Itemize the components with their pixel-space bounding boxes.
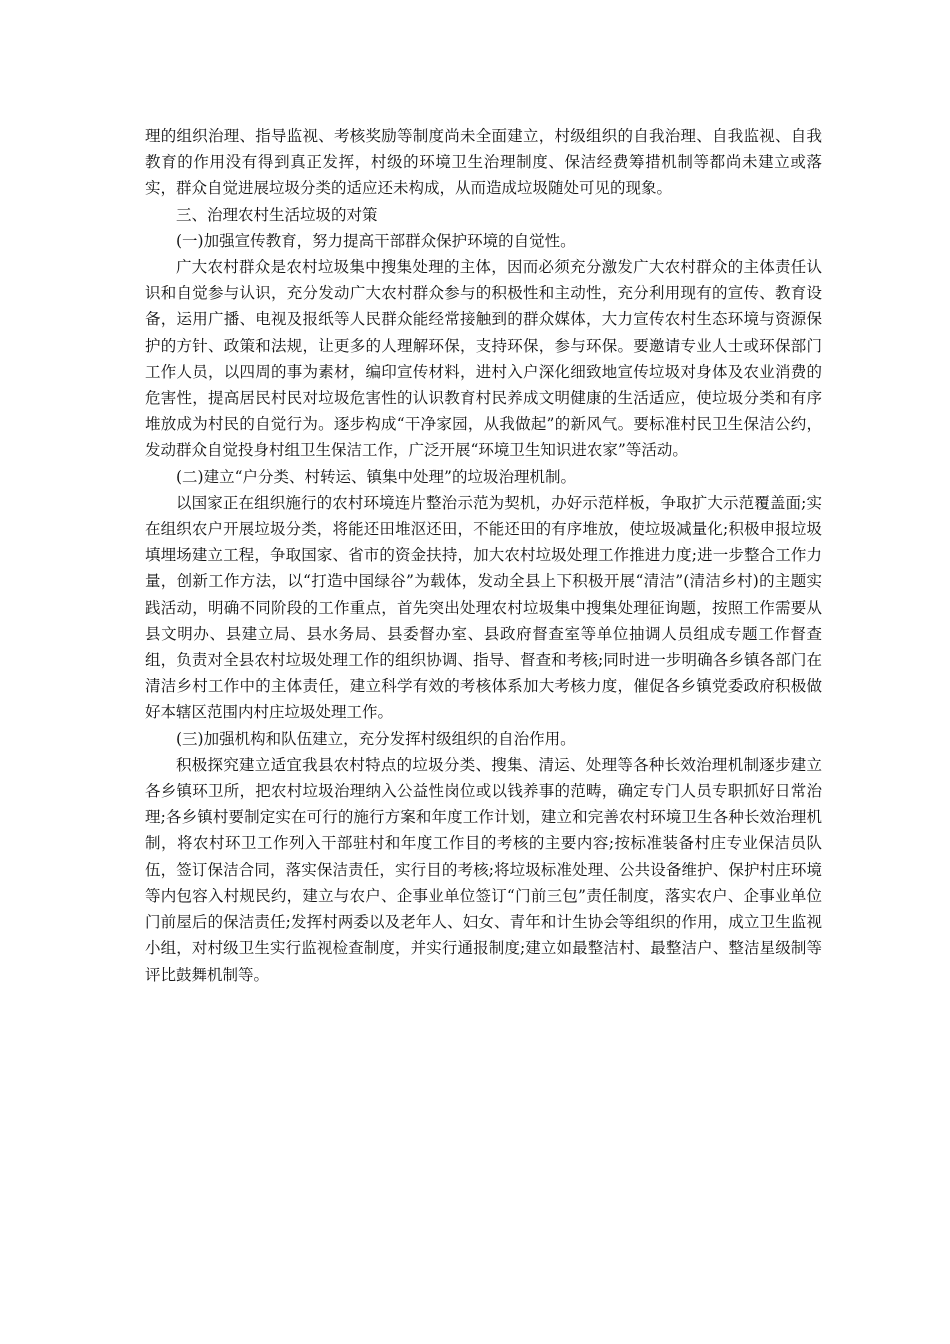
section-heading: 三、治理农村生活垃圾的对策: [176, 205, 378, 224]
body-paragraph-3: 积极探究建立适宜我县农村特点的垃圾分类、搜集、清运、处理等各种长效治理机制逐步建立各乡镇环卫所，把农村垃圾治理纳入公益性岗位或以钱养事的范畴，确定专门人员专职抓好日常治理;各乡镇村要制定实在可行的施行方案和年度工作计划，建立和完善农村环境卫生各种长效治理机制，将农村环卫工作列入干部驻村和年度工作目的考核的主要内容;按标准装备村庄专业保洁员队伍，签订保洁合同，落实保洁责任，实行目的考核;将垃圾标准处理、公共设备维护、保护村庄环境等内包容入村规民约，建立与农户、企事业单位签订“门前三包”责任制度，落实农户、企事业单位门前屋后的保洁责任;发挥村两委以及老年人、妇女、青年和计生协会等组织的作用，成立卫生监视小组，对村级卫生实行监视检查制度，并实行通报制度;建立如最整洁村、最整洁户、整洁星级制等评比鼓舞机制等。: [145, 755, 822, 984]
subsection-heading-2: (二)建立“户分类、村转运、镇集中处理”的垃圾治理机制。: [176, 467, 576, 486]
body-paragraph-2: 以国家正在组织施行的农村环境连片整治示范为契机，办好示范样板，争取扩大示范覆盖面;实在组织农户开展垃圾分类，将能还田堆沤还田，不能还田的有序堆放，使垃圾减量化;积极申报垃圾填埋场建立工程，争取国家、省市的资金扶持，加大农村垃圾处理工作推进力度;进一步整合工作力量，创新工作方法，以“打造中国绿谷”为载体，发动全县上下积极开展“清洁”(清洁乡村)的主题实践活动，明确不同阶段的工作重点，首先突出处理农村垃圾集中搜集处理征询题，按照工作需要从县文明办、县建立局、县水务局、县委督办室、县政府督查室等单位抽调人员组成专题工作督查组，负责对全县农村垃圾处理工作的组织协调、指导、督查和考核;同时进一步明确各乡镇各部门在清洁乡村工作中的主体责任，建立科学有效的考核体系加大考核力度，催促各乡镇党委政府积极做好本辖区范围内村庄垃圾处理工作。: [145, 493, 822, 722]
paragraph-continuation: 理的组织治理、指导监视、考核奖励等制度尚未全面建立，村级组织的自我治理、自我监视、自我教育的作用没有得到真正发挥，村级的环境卫生治理制度、保洁经费筹措机制等都尚未建立或落实，群众自觉进展垃圾分类的适应还未构成，从而造成垃圾随处可见的现象。: [145, 127, 822, 198]
subsection-heading-1: (一)加强宣传教育，努力提高干部群众保护环境的自觉性。: [176, 231, 576, 250]
document-page: [145, 123, 822, 988]
subsection-heading-3: (三)加强机构和队伍建立，充分发挥村级组织的自治作用。: [176, 729, 576, 748]
body-paragraph-1: 广大农村群众是农村垃圾集中搜集处理的主体，因而必须充分激发广大农村群众的主体责任认识和自觉参与认识，充分发动广大农村群众参与的积极性和主动性，充分利用现有的宣传、教育设备，运用广播、电视及报纸等人民群众能经常接触到的群众媒体，大力宣传农村生态环境与资源保护的方针、政策和法规，让更多的人理解环保，支持环保，参与环保。要邀请专业人士或环保部门工作人员，以四周的事为素材，编印宣传材料，进村入户深化细致地宣传垃圾对身体及农业消费的危害性，提高居民村民对垃圾危害性的认识教育村民养成文明健康的生活适应，使垃圾分类和有序堆放成为村民的自觉行为。逐步构成“干净家园，从我做起”的新风气。要标准村民卫生保洁公约，发动群众自觉投身村组卫生保洁工作，广泛开展“环境卫生知识进农家”等活动。: [145, 258, 822, 460]
